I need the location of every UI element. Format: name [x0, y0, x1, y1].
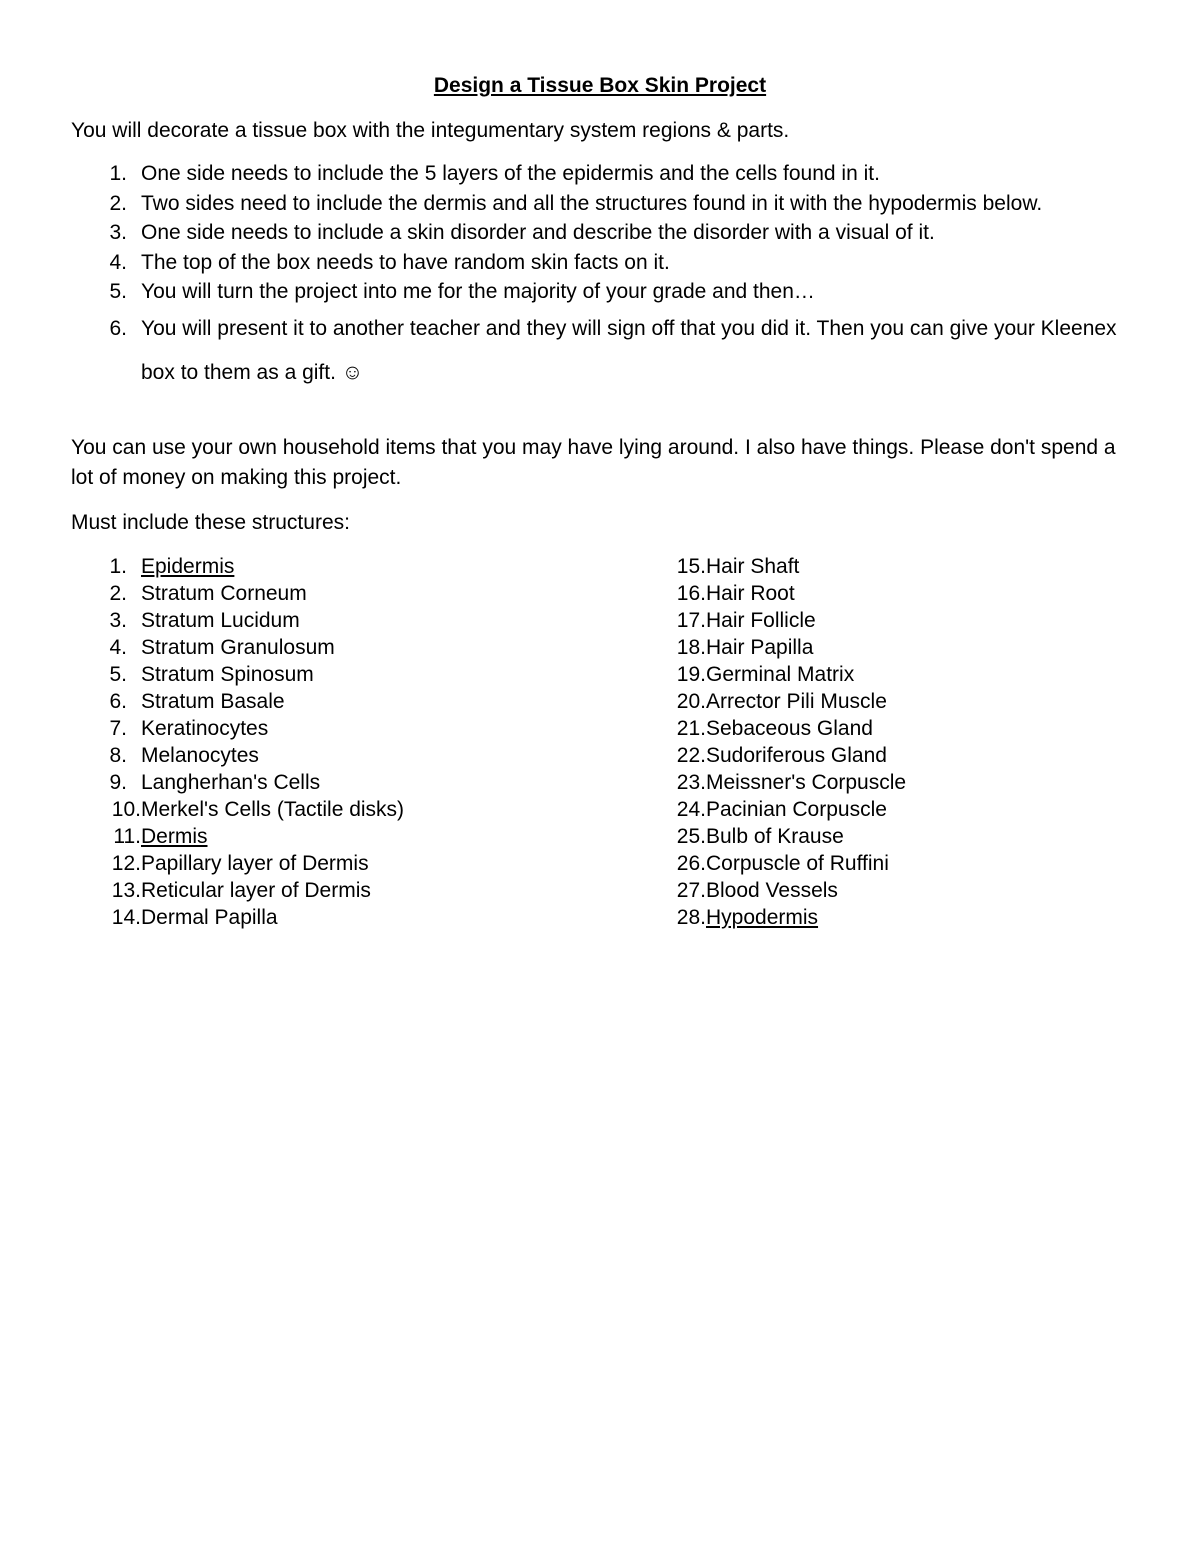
structure-number: 17.: [676, 609, 706, 632]
must-include-heading: Must include these structures:: [71, 511, 350, 534]
structure-number: 28.: [676, 906, 706, 929]
structure-name: Merkel's Cells (Tactile disks): [141, 798, 405, 821]
structure-name: Langherhan's Cells: [141, 771, 321, 794]
structure-number: 19.: [676, 663, 706, 686]
intro-paragraph: You will decorate a tissue box with the integumentary system regions & parts.: [71, 119, 790, 142]
task-text: One side needs to include a skin disorder and describe the disorder with a visual of it.: [141, 221, 935, 244]
structure-item: [636, 904, 1156, 931]
structure-name: Stratum Spinosum: [141, 663, 314, 686]
structure-name: Stratum Corneum: [141, 582, 307, 605]
structure-item: [636, 688, 1156, 715]
structure-number: 21.: [676, 717, 706, 740]
structures-list-left: [71, 553, 631, 931]
task-text: The top of the box needs to have random skin facts on it.: [141, 250, 670, 274]
structure-item: [71, 850, 631, 877]
structure-name: Corpuscle of Ruffini: [706, 852, 889, 875]
task-item: [71, 189, 1131, 219]
structure-name: Pacinian Corpuscle: [706, 798, 887, 821]
household-paragraph: You can use your own household items that you may have lying around. I also have things. Please don't spend a lot of money on making this project.: [71, 436, 1116, 489]
structure-name: Sudoriferous Gland: [706, 744, 887, 767]
structure-name: Dermal Papilla: [141, 906, 278, 929]
structure-item: [636, 553, 1156, 580]
structure-item: [71, 796, 631, 823]
structure-item: [71, 607, 631, 634]
structure-item: [71, 742, 631, 769]
structure-number: 4.: [109, 636, 127, 659]
structure-item: [636, 742, 1156, 769]
structure-name: Hair Follicle: [706, 609, 816, 632]
structure-number: 3.: [109, 609, 127, 632]
task-number: 3.: [109, 221, 127, 244]
structure-item: [636, 769, 1156, 796]
structure-number: 25.: [676, 825, 706, 848]
structure-item: [71, 553, 631, 580]
structure-name: Reticular layer of Dermis: [141, 879, 371, 902]
structure-item: [71, 904, 631, 931]
task-text: You will present it to another teacher and they will sign off that you did it. Then you can give your Kleenex box to them as a gift. ☺: [141, 316, 1117, 384]
task-number: 5.: [109, 280, 127, 303]
structure-item: [636, 607, 1156, 634]
structure-item: [71, 580, 631, 607]
structure-name: Papillary layer of Dermis: [141, 852, 369, 875]
structure-item: [71, 634, 631, 661]
structure-name: Meissner's Corpuscle: [706, 771, 907, 794]
structure-item: [636, 823, 1156, 850]
structure-name: Dermis: [141, 825, 208, 848]
structure-item: [71, 769, 631, 796]
structure-number: 27.: [676, 879, 706, 902]
structure-number: 1.: [109, 555, 127, 578]
structure-number: 26.: [676, 852, 706, 875]
structure-name: Germinal Matrix: [706, 663, 855, 686]
structure-number: 14.: [111, 906, 141, 929]
task-item: [71, 159, 1131, 189]
task-number: 4.: [109, 250, 127, 274]
structure-name: Sebaceous Gland: [706, 717, 873, 740]
structure-item: [636, 877, 1156, 904]
structure-number: 2.: [109, 582, 127, 605]
structure-name: Hair Shaft: [706, 555, 800, 578]
structure-item: [636, 634, 1156, 661]
structure-number: 11.: [113, 825, 141, 848]
structure-name: Hair Papilla: [706, 636, 814, 659]
task-item: [71, 248, 1131, 278]
task-number: 6.: [109, 316, 127, 340]
structure-number: 13.: [111, 879, 141, 902]
structure-number: 22.: [676, 744, 706, 767]
structure-number: 18.: [676, 636, 706, 659]
task-text: Two sides need to include the dermis and all the structures found in it with the hypodermis below.: [141, 191, 1043, 215]
structure-number: 5.: [109, 663, 127, 686]
structure-item: [636, 661, 1156, 688]
task-text: One side needs to include the 5 layers of the epidermis and the cells found in it.: [141, 162, 880, 185]
structure-item: [71, 688, 631, 715]
structure-name: Bulb of Krause: [706, 825, 844, 848]
structure-number: 12.: [111, 852, 141, 875]
structure-item: [636, 580, 1156, 607]
structure-number: 7.: [109, 717, 127, 740]
page-title: Design a Tissue Box Skin Project: [433, 74, 767, 97]
structure-number: 20.: [676, 690, 706, 713]
structure-number: 10.: [111, 798, 141, 821]
structure-number: 6.: [109, 690, 127, 713]
structure-number: 23.: [676, 771, 706, 794]
structures-list-right: [636, 553, 1156, 931]
structure-item: [636, 850, 1156, 877]
structure-item: [71, 661, 631, 688]
structure-item: [71, 823, 631, 850]
structure-name: Stratum Lucidum: [141, 609, 300, 632]
task-number: 2.: [109, 191, 127, 215]
task-item: [71, 277, 1131, 307]
structure-name: Epidermis: [141, 555, 235, 578]
task-list: [71, 159, 1131, 395]
structure-name: Keratinocytes: [141, 717, 269, 740]
structure-name: Blood Vessels: [706, 879, 838, 902]
structure-number: 16.: [676, 582, 706, 605]
task-text: You will turn the project into me for the majority of your grade and then…: [141, 280, 815, 303]
structure-item: [636, 715, 1156, 742]
structure-number: 24.: [676, 798, 706, 821]
task-number: 1.: [109, 162, 127, 185]
structure-item: [71, 877, 631, 904]
structure-name: Arrector Pili Muscle: [706, 690, 887, 713]
task-item: [71, 218, 1131, 248]
structure-name: Hair Root: [706, 582, 795, 605]
structure-number: 15.: [676, 555, 706, 578]
structure-number: 8.: [109, 744, 127, 767]
structure-name: Stratum Granulosum: [141, 636, 335, 659]
task-item: [71, 307, 1131, 395]
structure-name: Stratum Basale: [141, 690, 285, 713]
structure-item: [71, 715, 631, 742]
structure-item: [636, 796, 1156, 823]
structure-name: Melanocytes: [141, 744, 259, 767]
structure-number: 9.: [109, 771, 127, 794]
structure-name: Hypodermis: [706, 906, 819, 929]
